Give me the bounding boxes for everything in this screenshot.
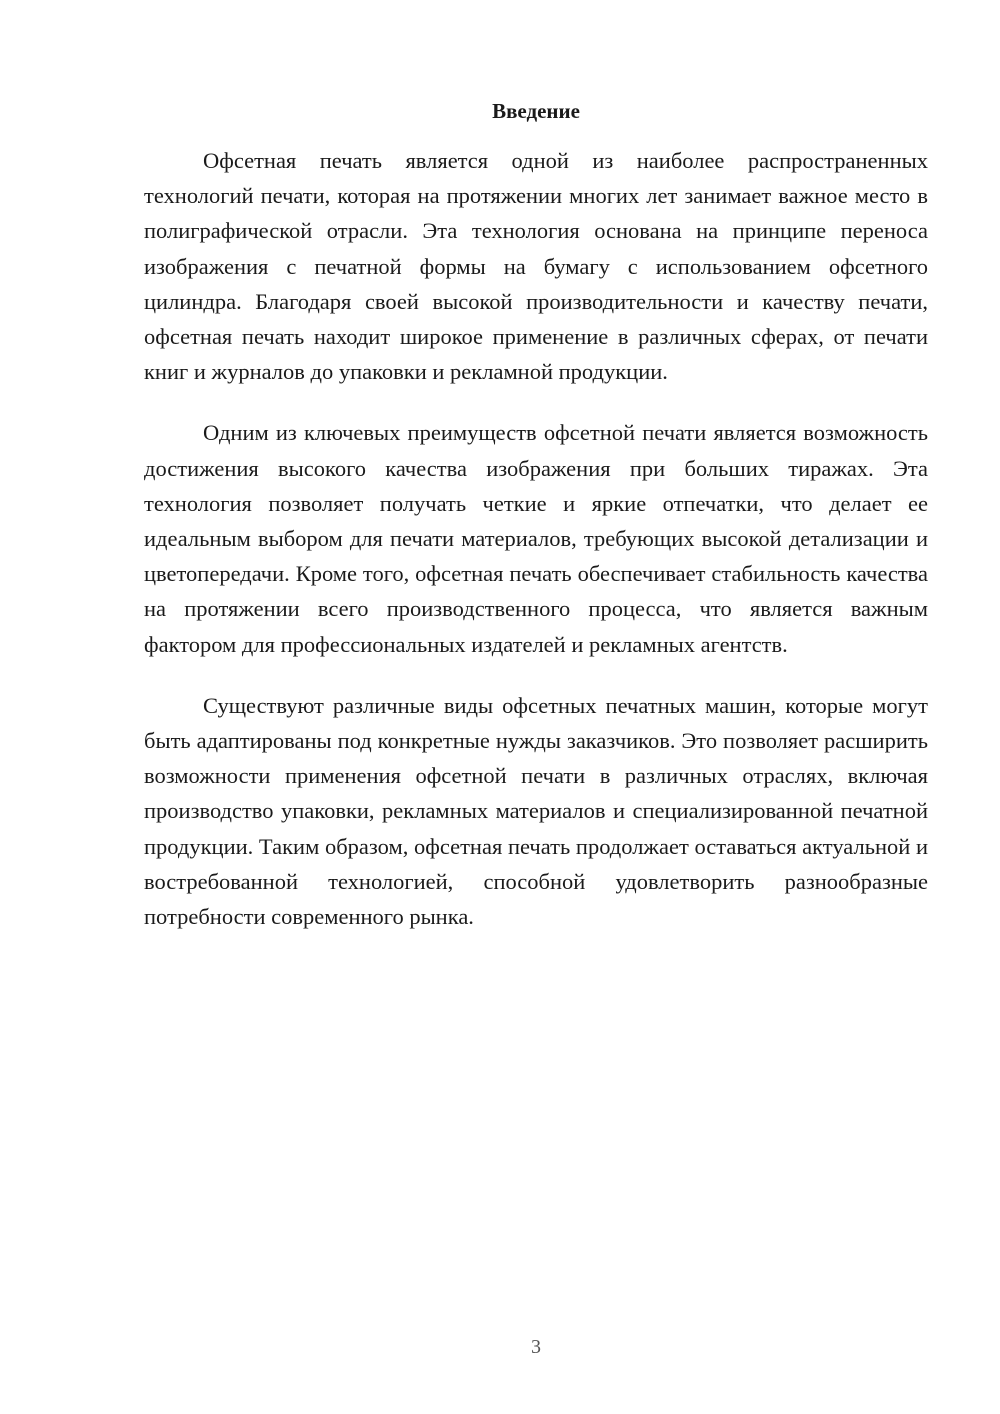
document-title: Введение [492, 99, 580, 123]
paragraph-3: Существуют различные виды офсетных печатных машин, которые могут быть адаптированы под конкретные нужды заказчиков. Это позволяет расширить возможности применения офсетной печати в различных отраслях, включая производство упаковки, рекламных материалов и специализированной печатной продукции. Таким образом, офсетная печать продолжает оставаться актуальной и востребованной технологией, способной удовлетворить разнообразные потребности современного рынка. [144, 692, 928, 930]
page-number: 3 [531, 1336, 541, 1358]
paragraph-1: Офсетная печать является одной из наиболее распространенных технологий печати, которая на протяжении многих лет занимает важное место в полиграфической отрасли. Эта технология основана на принципе переноса изображения с печатной формы на бумагу с использованием офсетного цилиндра. Благодаря своей высокой производительности и качеству печати, офсетная печать находит широкое применение в различных сферах, от печати книг и журналов до упаковки и рекламной продукции. [144, 148, 928, 385]
document-body [144, 96, 928, 934]
paragraph-2: Одним из ключевых преимуществ офсетной печати является возможность достижения высокого качества изображения при больших тиражах. Эта технология позволяет получать четкие и яркие отпечатки, что делает ее идеальным выбором для печати материалов, требующих высокой детализации и цветопередачи. Кроме того, офсетная печать обеспечивает стабильность качества на протяжении всего производственного процесса, что является важным фактором для профессиональных издателей и рекламных агентств. [144, 420, 928, 657]
